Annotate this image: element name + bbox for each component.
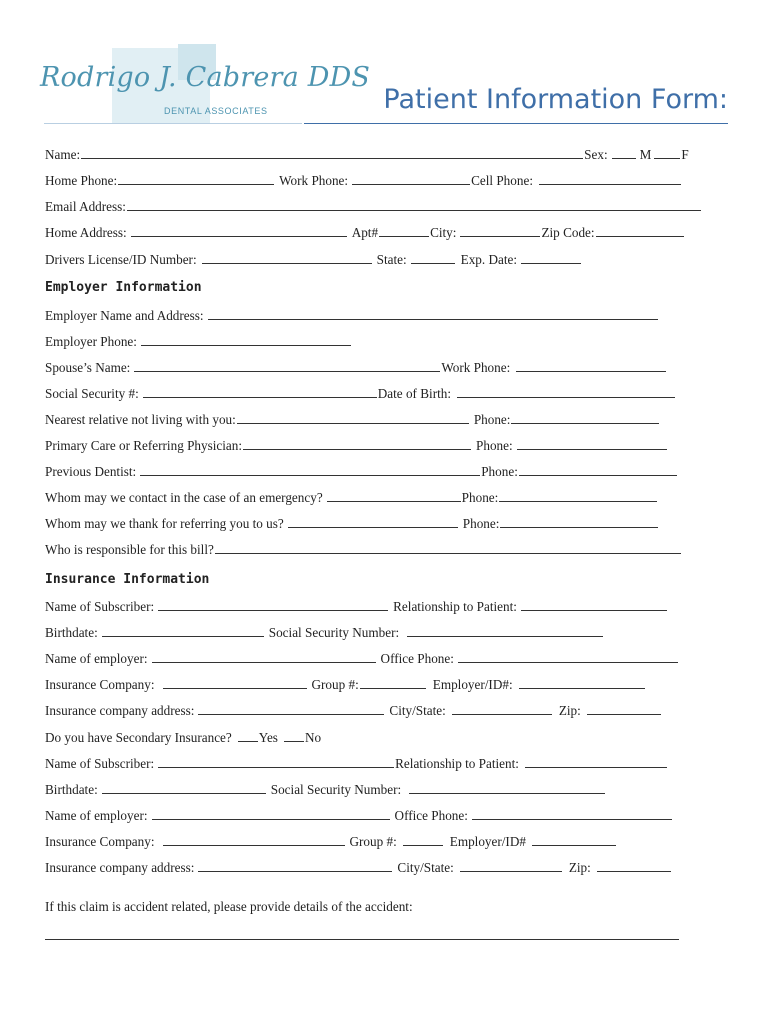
- work-phone-field[interactable]: [352, 172, 470, 185]
- home-address-label: Home Address:: [45, 225, 127, 240]
- spouse-field[interactable]: [134, 359, 440, 372]
- ssn-field[interactable]: [143, 385, 377, 398]
- logo-name: Rodrigo J. Cabrera DDS: [40, 62, 371, 93]
- prev-phone-field[interactable]: [519, 463, 677, 476]
- ins-company-field[interactable]: [163, 676, 307, 689]
- subscriber2-row: [45, 755, 668, 773]
- physician-label: Primary Care or Referring Physician:: [45, 438, 243, 453]
- physician-phone-field[interactable]: [517, 437, 667, 450]
- secondary-no-label: No: [304, 730, 322, 745]
- birthdate2-field[interactable]: [102, 781, 266, 794]
- city-state-label: City/State:: [389, 703, 446, 718]
- spouse-row: [45, 359, 667, 377]
- employer-id2-field[interactable]: [532, 833, 616, 846]
- group2-label: Group #:: [349, 834, 397, 849]
- secondary-yes-label: Yes: [258, 730, 278, 745]
- prev-phone-label: Phone:: [481, 464, 518, 479]
- subscriber2-field[interactable]: [158, 755, 394, 768]
- state-field[interactable]: [411, 251, 455, 264]
- ins-ssn2-label: Social Security Number:: [270, 782, 402, 797]
- ins-address-label: Insurance company address:: [45, 703, 195, 718]
- referral-field[interactable]: [288, 515, 458, 528]
- subscriber-field[interactable]: [158, 598, 388, 611]
- ins-address2-label: Insurance company address:: [45, 860, 195, 875]
- state-label: State:: [376, 252, 407, 267]
- phone-row: [45, 172, 682, 190]
- ins-employer2-label: Name of employer:: [45, 808, 148, 823]
- home-address-field[interactable]: [131, 224, 347, 237]
- group-field[interactable]: [360, 676, 426, 689]
- apt-field[interactable]: [379, 224, 429, 237]
- home-phone-label: Home Phone:: [45, 173, 118, 188]
- ins-ssn2-field[interactable]: [409, 781, 605, 794]
- sex-f-field[interactable]: [654, 146, 680, 159]
- responsible-field[interactable]: [215, 541, 681, 554]
- zip-field[interactable]: [596, 224, 684, 237]
- ins-employer-row: [45, 650, 679, 668]
- name-label: Name:: [45, 147, 81, 162]
- ins-zip-label: Zip:: [558, 703, 581, 718]
- city-field[interactable]: [460, 224, 540, 237]
- physician-phone-label: Phone:: [476, 438, 513, 453]
- birthdate-row: [45, 624, 604, 642]
- secondary-yes-field[interactable]: [238, 729, 258, 742]
- ins-address-row: [45, 702, 662, 720]
- ins-company-row: [45, 676, 646, 694]
- city-state2-label: City/State:: [397, 860, 454, 875]
- ins-company2-label: Insurance Company:: [45, 834, 155, 849]
- logo-subtitle: DENTAL ASSOCIATES: [164, 106, 268, 116]
- referral-label: Whom may we thank for referring you to us?: [45, 516, 284, 531]
- referral-phone-field[interactable]: [500, 515, 658, 528]
- prev-dentist-field[interactable]: [140, 463, 480, 476]
- relationship-field[interactable]: [521, 598, 667, 611]
- address-row: [45, 224, 685, 242]
- employer-id-field[interactable]: [519, 676, 645, 689]
- birthdate2-row: [45, 781, 606, 799]
- employer-heading: Employer Information: [45, 280, 202, 295]
- group2-field[interactable]: [403, 833, 443, 846]
- ins-ssn-label: Social Security Number:: [268, 625, 400, 640]
- license-row: [45, 251, 582, 269]
- zip-label: Zip Code:: [541, 225, 595, 240]
- emergency-label: Whom may we contact in the case of an emergency?: [45, 490, 323, 505]
- physician-row: [45, 437, 668, 455]
- email-row: [45, 198, 702, 216]
- relationship2-label: Relationship to Patient:: [395, 756, 519, 771]
- page-title: Patient Information Form:: [383, 84, 728, 115]
- name-field[interactable]: [81, 146, 583, 159]
- insurance-heading: Insurance Information: [45, 572, 210, 587]
- ins-employer-label: Name of employer:: [45, 651, 148, 666]
- city-label: City:: [430, 225, 457, 240]
- relationship2-field[interactable]: [525, 755, 667, 768]
- office-phone-label: Office Phone:: [380, 651, 454, 666]
- header-rule-left: [44, 123, 302, 124]
- email-field[interactable]: [127, 198, 701, 211]
- accident-label: If this claim is accident related, please provide details of the accident:: [45, 899, 413, 914]
- employer-phone-label: Employer Phone:: [45, 334, 137, 349]
- spouse-label: Spouse’s Name:: [45, 360, 131, 375]
- dob-field[interactable]: [457, 385, 675, 398]
- employer-id-label: Employer/ID#:: [432, 677, 513, 692]
- work-phone-label: Work Phone:: [279, 173, 349, 188]
- email-label: Email Address:: [45, 199, 126, 214]
- city-state2-field[interactable]: [460, 859, 562, 872]
- emergency-row: [45, 489, 658, 507]
- sex-m-field[interactable]: [612, 146, 636, 159]
- ins-employer2-row: [45, 807, 673, 825]
- birthdate-field[interactable]: [102, 624, 264, 637]
- ins-zip-field[interactable]: [587, 702, 661, 715]
- birthdate2-label: Birthdate:: [45, 782, 98, 797]
- prev-dentist-label: Previous Dentist:: [45, 464, 137, 479]
- physician-field[interactable]: [243, 437, 471, 450]
- emergency-phone-label: Phone:: [461, 490, 499, 505]
- responsible-row: [45, 541, 682, 559]
- birthdate-label: Birthdate:: [45, 625, 98, 640]
- apt-label: Apt#: [351, 225, 379, 240]
- employer-phone-field[interactable]: [141, 333, 351, 346]
- secondary-row: [45, 729, 321, 747]
- ins-employer2-field[interactable]: [152, 807, 390, 820]
- employer-id2-label: Employer/ID#: [449, 834, 526, 849]
- relative-phone-label: Phone:: [473, 412, 511, 427]
- relationship-label: Relationship to Patient:: [393, 599, 517, 614]
- ssn-row: [45, 385, 676, 403]
- license-field[interactable]: [202, 251, 372, 264]
- exp-field[interactable]: [521, 251, 581, 264]
- employer-name-label: Employer Name and Address:: [45, 308, 204, 323]
- city-state-field[interactable]: [452, 702, 552, 715]
- spouse-work-field[interactable]: [516, 359, 666, 372]
- name-row: [45, 146, 689, 164]
- sex-f-label: F: [681, 147, 689, 162]
- prev-dentist-row: [45, 463, 678, 481]
- subscriber-label: Name of Subscriber:: [45, 599, 155, 614]
- exp-label: Exp. Date:: [460, 252, 518, 267]
- ins-company-label: Insurance Company:: [45, 677, 155, 692]
- office-phone-field[interactable]: [458, 650, 678, 663]
- home-phone-field[interactable]: [118, 172, 274, 185]
- cell-phone-field[interactable]: [539, 172, 681, 185]
- subscriber-row: [45, 598, 668, 616]
- ssn-label: Social Security #:: [45, 386, 139, 401]
- secondary-no-field[interactable]: [284, 729, 304, 742]
- secondary-question: Do you have Secondary Insurance?: [45, 730, 232, 745]
- sex-label: Sex:: [584, 147, 608, 162]
- header-rule: [304, 123, 728, 124]
- relative-row: [45, 411, 660, 429]
- relative-phone-field[interactable]: [511, 411, 659, 424]
- ins-address2-row: [45, 859, 672, 877]
- emergency-phone-field[interactable]: [499, 489, 657, 502]
- emergency-field[interactable]: [327, 489, 461, 502]
- ins-company2-field[interactable]: [163, 833, 345, 846]
- accident-row: [45, 899, 413, 917]
- dob-label: Date of Birth:: [377, 386, 452, 401]
- ins-employer-field[interactable]: [152, 650, 376, 663]
- office-phone2-field[interactable]: [472, 807, 672, 820]
- ins-address2-field[interactable]: [198, 859, 392, 872]
- ins-zip2-field[interactable]: [597, 859, 671, 872]
- responsible-label: Who is responsible for this bill?: [45, 542, 214, 557]
- ins-ssn-field[interactable]: [407, 624, 603, 637]
- accident-details-field[interactable]: [45, 939, 679, 940]
- license-label: Drivers License/ID Number:: [45, 252, 197, 267]
- employer-phone-row: [45, 333, 352, 351]
- referral-phone-label: Phone:: [462, 516, 500, 531]
- ins-company2-row: [45, 833, 617, 851]
- relative-label: Nearest relative not living with you:: [45, 412, 236, 427]
- relative-field[interactable]: [237, 411, 469, 424]
- sex-m-label: M: [639, 147, 652, 162]
- spouse-work-label: Work Phone:: [441, 360, 511, 375]
- ins-address-field[interactable]: [198, 702, 384, 715]
- referral-row: [45, 515, 659, 533]
- group-label: Group #:: [311, 677, 359, 692]
- cell-phone-label: Cell Phone:: [471, 173, 533, 188]
- employer-name-row: [45, 307, 659, 325]
- subscriber2-label: Name of Subscriber:: [45, 756, 155, 771]
- ins-zip2-label: Zip:: [568, 860, 591, 875]
- employer-name-field[interactable]: [208, 307, 658, 320]
- office-phone2-label: Office Phone:: [394, 808, 468, 823]
